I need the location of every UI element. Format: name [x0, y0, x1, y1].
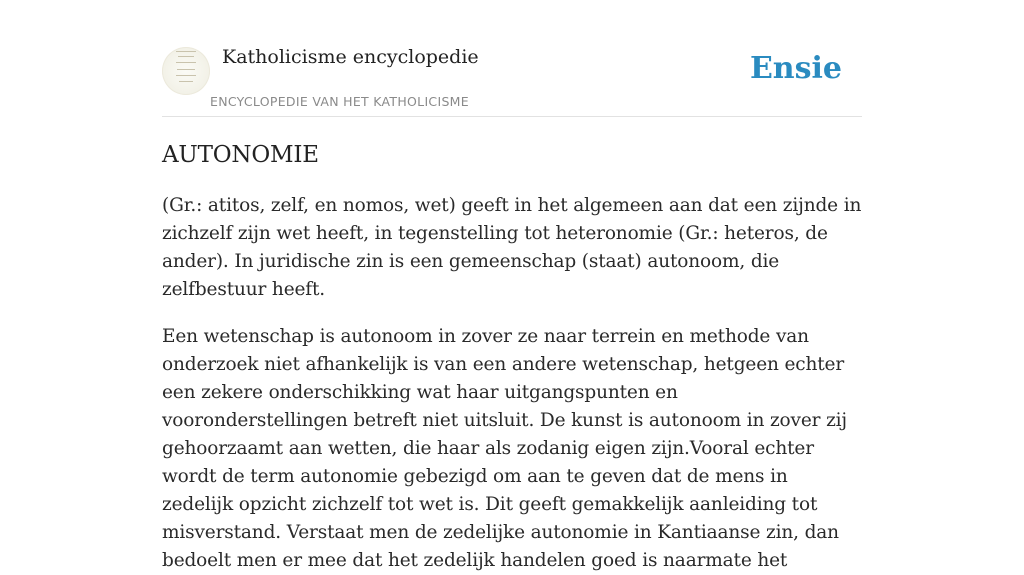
article: [162, 138, 862, 575]
brand-logo[interactable]: Ensie: [749, 51, 842, 86]
book-cover-icon[interactable]: [162, 47, 210, 95]
site-title[interactable]: Katholicisme encyclopedie: [222, 46, 479, 68]
article-title: AUTONOMIE: [162, 142, 319, 168]
article-paragraph: Een wetenschap is autonoom in zover ze naar terrein en methode van onderzoek niet afhankelijk is van een andere wetenschap, hetgeen echter een zekere onderschikking wat haar uitgangspunten en vooronderstellingen betreft niet uitsluit. De kunst is autonoom in zover zij gehoorzaamt aan wetten, die haar als zodanig eigen zijn.Vooral echter wordt de term autonomie gebezigd om aan te geven dat de mens in zedelijk opzicht zichzelf tot wet is. Dit geeft gemakkelijk aanleiding tot misverstand. Verstaat men de zedelijke autonomie in Kantiaanse zin, dan bedoelt men er mee dat het zedelijk handelen goed is naarmate het: [162, 326, 848, 571]
site-subtitle: ENCYCLOPEDIE VAN HET KATHOLICISME: [210, 94, 469, 109]
article-paragraph: (Gr.: atitos, zelf, en nomos, wet) geeft in het algemeen aan dat een zijnde in zichzelf zijn wet heeft, in tegenstelling tot heteronomie (Gr.: heteros, de ander). In juridische zin is een gemeenschap (staat) autonoom, die zelfbestuur heeft.: [162, 195, 862, 300]
site-header: [162, 40, 862, 117]
